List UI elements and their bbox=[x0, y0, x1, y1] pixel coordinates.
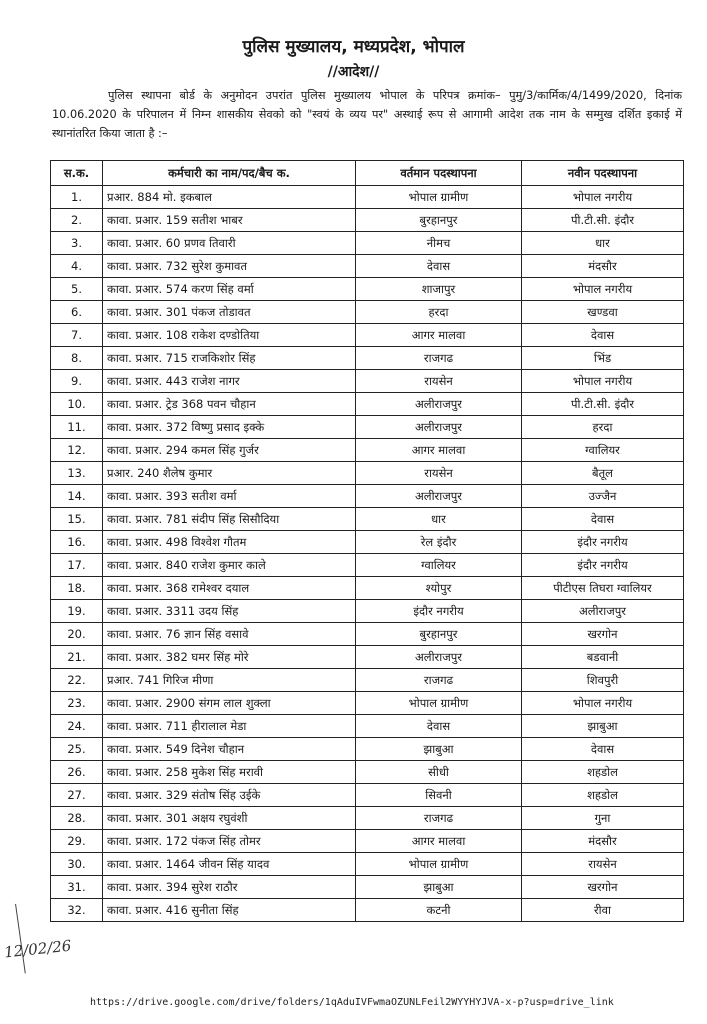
row-current-posting: नीमच bbox=[356, 232, 522, 255]
row-new-posting: पीटीएस तिघरा ग्वालियर bbox=[522, 577, 684, 600]
row-employee: प्रआर. 884 मो. इकबाल bbox=[103, 186, 356, 209]
row-employee: कावा. प्रआर. ट्रेड 368 पवन चौहान bbox=[103, 393, 356, 416]
table-row bbox=[51, 646, 684, 669]
row-new-posting: रीवा bbox=[522, 899, 684, 922]
transfer-table bbox=[50, 160, 684, 922]
row-new-posting: पी.टी.सी. इंदौर bbox=[522, 393, 684, 416]
row-current-posting: सिवनी bbox=[356, 784, 522, 807]
row-employee: कावा. प्रआर. 294 कमल सिंह गुर्जर bbox=[103, 439, 356, 462]
row-employee: प्रआर. 240 शैलेष कुमार bbox=[103, 462, 356, 485]
row-new-posting: ग्वालियर bbox=[522, 439, 684, 462]
row-new-posting: धार bbox=[522, 232, 684, 255]
row-current-posting: रायसेन bbox=[356, 370, 522, 393]
header-sno: स.क. bbox=[51, 161, 103, 186]
row-sno: 4. bbox=[51, 255, 103, 278]
row-employee: कावा. प्रआर. 159 सतीश भाबर bbox=[103, 209, 356, 232]
row-sno: 31. bbox=[51, 876, 103, 899]
row-new-posting: खरगोन bbox=[522, 623, 684, 646]
row-sno: 27. bbox=[51, 784, 103, 807]
row-new-posting: गुना bbox=[522, 807, 684, 830]
row-sno: 29. bbox=[51, 830, 103, 853]
table-row bbox=[51, 255, 684, 278]
table-row bbox=[51, 600, 684, 623]
row-new-posting: भिंड bbox=[522, 347, 684, 370]
row-current-posting: देवास bbox=[356, 715, 522, 738]
row-employee: कावा. प्रआर. 711 हीरालाल मेडा bbox=[103, 715, 356, 738]
row-new-posting: इंदौर नगरीय bbox=[522, 531, 684, 554]
table-row bbox=[51, 738, 684, 761]
row-employee: कावा. प्रआर. 394 सुरेश राठौर bbox=[103, 876, 356, 899]
page-title: पुलिस मुख्यालय, मध्यप्रदेश, भोपाल bbox=[242, 37, 465, 57]
row-current-posting: रेल इंदौर bbox=[356, 531, 522, 554]
row-new-posting: देवास bbox=[522, 738, 684, 761]
signature-stroke bbox=[0, 904, 26, 976]
table-row bbox=[51, 370, 684, 393]
row-employee: कावा. प्रआर. 416 सुनीता सिंह bbox=[103, 899, 356, 922]
row-current-posting: कटनी bbox=[356, 899, 522, 922]
row-employee: कावा. प्रआर. 372 विष्णु प्रसाद इक्के bbox=[103, 416, 356, 439]
table-row bbox=[51, 416, 684, 439]
row-sno: 13. bbox=[51, 462, 103, 485]
row-current-posting: आगर मालवा bbox=[356, 439, 522, 462]
table-row bbox=[51, 761, 684, 784]
row-new-posting: शिवपुरी bbox=[522, 669, 684, 692]
row-employee: कावा. प्रआर. 393 सतीश वर्मा bbox=[103, 485, 356, 508]
row-new-posting: भोपाल नगरीय bbox=[522, 186, 684, 209]
table-row bbox=[51, 347, 684, 370]
table-row bbox=[51, 715, 684, 738]
row-new-posting: अलीराजपुर bbox=[522, 600, 684, 623]
row-employee: कावा. प्रआर. 301 पंकज तोडावत bbox=[103, 301, 356, 324]
table-row bbox=[51, 232, 684, 255]
row-current-posting: अलीराजपुर bbox=[356, 646, 522, 669]
row-current-posting: अलीराजपुर bbox=[356, 393, 522, 416]
row-current-posting: बुरहानपुर bbox=[356, 209, 522, 232]
row-current-posting: श्योपुर bbox=[356, 577, 522, 600]
row-current-posting: बुरहानपुर bbox=[356, 623, 522, 646]
table-row bbox=[51, 278, 684, 301]
row-sno: 28. bbox=[51, 807, 103, 830]
row-new-posting: देवास bbox=[522, 324, 684, 347]
row-employee: कावा. प्रआर. 76 ज्ञान सिंह वसावे bbox=[103, 623, 356, 646]
table-body bbox=[51, 186, 684, 922]
row-current-posting: सीधी bbox=[356, 761, 522, 784]
row-new-posting: शहडोल bbox=[522, 761, 684, 784]
row-new-posting: इंदौर नगरीय bbox=[522, 554, 684, 577]
row-employee: कावा. प्रआर. 258 मुकेश सिंह मरावी bbox=[103, 761, 356, 784]
row-new-posting: बडवानी bbox=[522, 646, 684, 669]
row-sno: 21. bbox=[51, 646, 103, 669]
table-row bbox=[51, 301, 684, 324]
row-new-posting: शहडोल bbox=[522, 784, 684, 807]
row-current-posting: अलीराजपुर bbox=[356, 416, 522, 439]
row-employee: कावा. प्रआर. 329 संतोष सिंह उईके bbox=[103, 784, 356, 807]
table-row bbox=[51, 830, 684, 853]
row-current-posting: शाजापुर bbox=[356, 278, 522, 301]
row-sno: 12. bbox=[51, 439, 103, 462]
row-sno: 6. bbox=[51, 301, 103, 324]
table-row bbox=[51, 485, 684, 508]
row-sno: 10. bbox=[51, 393, 103, 416]
row-sno: 23. bbox=[51, 692, 103, 715]
table-row bbox=[51, 462, 684, 485]
table-row bbox=[51, 692, 684, 715]
row-employee: कावा. प्रआर. 443 राजेश नागर bbox=[103, 370, 356, 393]
row-new-posting: भोपाल नगरीय bbox=[522, 370, 684, 393]
row-sno: 15. bbox=[51, 508, 103, 531]
row-sno: 16. bbox=[51, 531, 103, 554]
row-sno: 17. bbox=[51, 554, 103, 577]
header-new-posting: नवीन पदस्थापना bbox=[522, 161, 684, 186]
row-sno: 24. bbox=[51, 715, 103, 738]
row-sno: 7. bbox=[51, 324, 103, 347]
row-employee: कावा. प्रआर. 301 अक्षय रघुवंशी bbox=[103, 807, 356, 830]
row-employee: कावा. प्रआर. 60 प्रणव तिवारी bbox=[103, 232, 356, 255]
table-row bbox=[51, 186, 684, 209]
order-heading: //आदेश// bbox=[327, 64, 380, 80]
row-sno: 18. bbox=[51, 577, 103, 600]
row-new-posting: पी.टी.सी. इंदौर bbox=[522, 209, 684, 232]
row-current-posting: इंदौर नगरीय bbox=[356, 600, 522, 623]
row-new-posting: भोपाल नगरीय bbox=[522, 692, 684, 715]
row-new-posting: देवास bbox=[522, 508, 684, 531]
row-current-posting: अलीराजपुर bbox=[356, 485, 522, 508]
row-sno: 22. bbox=[51, 669, 103, 692]
row-sno: 20. bbox=[51, 623, 103, 646]
row-current-posting: हरदा bbox=[356, 301, 522, 324]
table-row bbox=[51, 784, 684, 807]
row-employee: कावा. प्रआर. 1464 जीवन सिंह यादव bbox=[103, 853, 356, 876]
row-sno: 3. bbox=[51, 232, 103, 255]
intro-paragraph: पुलिस स्थापना बोर्ड के अनुमोदन उपरांत पुलिस मुख्यालय भोपाल के परिपत्र क्रमांक– पुमु/3/कार्मिक/4/1499/2020, दिनांक 10.06.2020 के परिपालन में निम्न शासकीय सेवको को "स्वयं के व्यय पर" अस्थाई रूप से आगामी आदेश तक नाम के सम्मुख दर्शित इकाई में स्थानांतरित किया जाता है :– bbox=[52, 89, 682, 140]
row-current-posting: ग्वालियर bbox=[356, 554, 522, 577]
row-sno: 2. bbox=[51, 209, 103, 232]
table-row bbox=[51, 439, 684, 462]
row-sno: 11. bbox=[51, 416, 103, 439]
row-new-posting: खरगोन bbox=[522, 876, 684, 899]
table-row bbox=[51, 899, 684, 922]
row-new-posting: मंदसौर bbox=[522, 830, 684, 853]
row-sno: 5. bbox=[51, 278, 103, 301]
row-employee: कावा. प्रआर. 840 राजेश कुमार काले bbox=[103, 554, 356, 577]
table-row bbox=[51, 508, 684, 531]
row-employee: कावा. प्रआर. 382 घमर सिंह मोरे bbox=[103, 646, 356, 669]
table-row bbox=[51, 876, 684, 899]
handwritten-date: 12/02/26 bbox=[3, 936, 73, 962]
row-new-posting: रायसेन bbox=[522, 853, 684, 876]
row-current-posting: देवास bbox=[356, 255, 522, 278]
table-row bbox=[51, 393, 684, 416]
table-header-row bbox=[51, 161, 684, 186]
row-employee: कावा. प्रआर. 172 पंकज सिंह तोमर bbox=[103, 830, 356, 853]
row-sno: 14. bbox=[51, 485, 103, 508]
row-employee: कावा. प्रआर. 498 विश्वेश गौतम bbox=[103, 531, 356, 554]
row-current-posting: भोपाल ग्रामीण bbox=[356, 692, 522, 715]
row-current-posting: राजगढ bbox=[356, 669, 522, 692]
row-new-posting: मंदसौर bbox=[522, 255, 684, 278]
row-employee: प्रआर. 741 गिरिज मीणा bbox=[103, 669, 356, 692]
row-employee: कावा. प्रआर. 732 सुरेश कुमावत bbox=[103, 255, 356, 278]
table-row bbox=[51, 554, 684, 577]
row-new-posting: खण्डवा bbox=[522, 301, 684, 324]
row-employee: कावा. प्रआर. 715 राजकिशोर सिंह bbox=[103, 347, 356, 370]
row-current-posting: झाबुआ bbox=[356, 876, 522, 899]
drive-link[interactable]: https://drive.google.com/drive/folders/1qAduIVFwmaOZUNLFeil2WYYHYJVA-x-p?usp=drive_link bbox=[90, 997, 614, 1008]
row-new-posting: झाबुआ bbox=[522, 715, 684, 738]
row-employee: कावा. प्रआर. 108 राकेश दण्डोतिया bbox=[103, 324, 356, 347]
table-row bbox=[51, 577, 684, 600]
row-new-posting: भोपाल नगरीय bbox=[522, 278, 684, 301]
row-current-posting: भोपाल ग्रामीण bbox=[356, 186, 522, 209]
row-current-posting: भोपाल ग्रामीण bbox=[356, 853, 522, 876]
row-employee: कावा. प्रआर. 368 रामेश्वर दयाल bbox=[103, 577, 356, 600]
table-row bbox=[51, 807, 684, 830]
row-sno: 9. bbox=[51, 370, 103, 393]
row-current-posting: राजगढ bbox=[356, 807, 522, 830]
row-employee: कावा. प्रआर. 574 करण सिंह वर्मा bbox=[103, 278, 356, 301]
row-sno: 19. bbox=[51, 600, 103, 623]
row-current-posting: रायसेन bbox=[356, 462, 522, 485]
row-employee: कावा. प्रआर. 3311 उदय सिंह bbox=[103, 600, 356, 623]
row-sno: 30. bbox=[51, 853, 103, 876]
row-new-posting: उज्जैन bbox=[522, 485, 684, 508]
table-row bbox=[51, 209, 684, 232]
row-new-posting: बैतूल bbox=[522, 462, 684, 485]
row-sno: 26. bbox=[51, 761, 103, 784]
table-row bbox=[51, 623, 684, 646]
row-current-posting: आगर मालवा bbox=[356, 324, 522, 347]
table-row bbox=[51, 853, 684, 876]
row-sno: 32. bbox=[51, 899, 103, 922]
row-sno: 25. bbox=[51, 738, 103, 761]
row-sno: 1. bbox=[51, 186, 103, 209]
row-employee: कावा. प्रआर. 549 दिनेश चौहान bbox=[103, 738, 356, 761]
row-employee: कावा. प्रआर. 781 संदीप सिंह सिसौदिया bbox=[103, 508, 356, 531]
row-current-posting: झाबुआ bbox=[356, 738, 522, 761]
table-row bbox=[51, 669, 684, 692]
row-employee: कावा. प्रआर. 2900 संगम लाल शुक्ला bbox=[103, 692, 356, 715]
row-current-posting: धार bbox=[356, 508, 522, 531]
header-current-posting: वर्तमान पदस्थापना bbox=[356, 161, 522, 186]
row-sno: 8. bbox=[51, 347, 103, 370]
table-row bbox=[51, 324, 684, 347]
row-new-posting: हरदा bbox=[522, 416, 684, 439]
header-employee: कर्मचारी का नाम/पद/बैच क. bbox=[103, 161, 356, 186]
table-row bbox=[51, 531, 684, 554]
row-current-posting: राजगढ bbox=[356, 347, 522, 370]
row-current-posting: आगर मालवा bbox=[356, 830, 522, 853]
